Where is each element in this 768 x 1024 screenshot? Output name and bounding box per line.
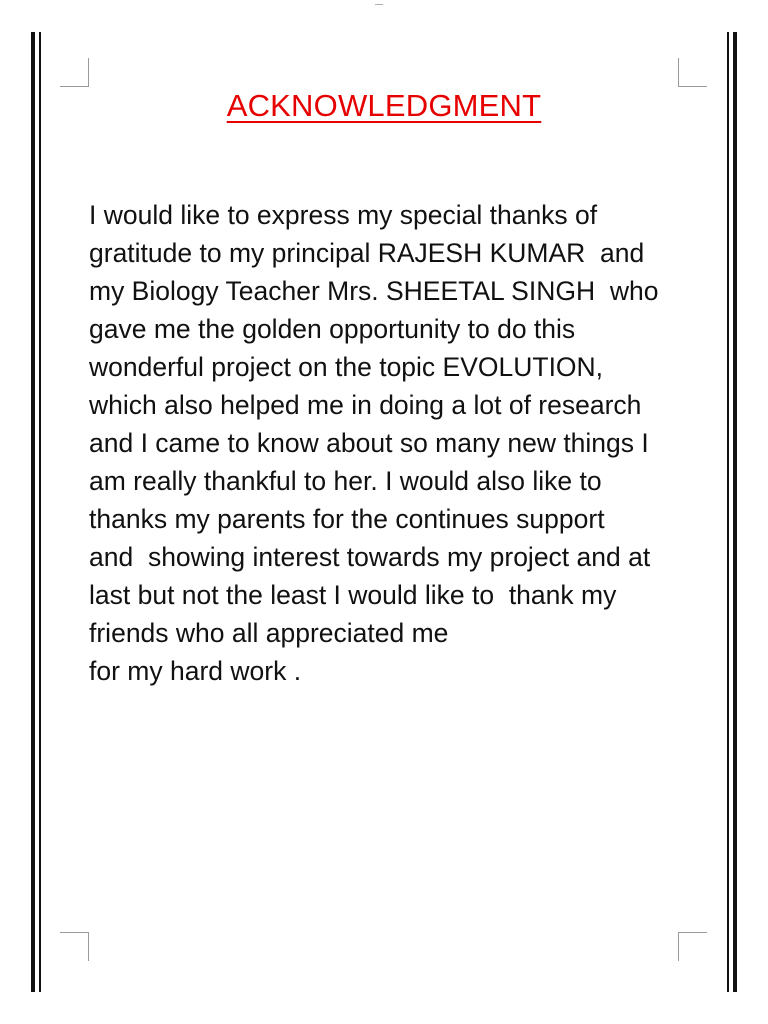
- paragraph-line: for my hard work .: [89, 656, 302, 686]
- header-tick: [375, 4, 383, 5]
- right-border-inner: [727, 32, 729, 992]
- paragraph-line: wonderful project on the topic EVOLUTION,: [89, 352, 604, 382]
- right-border-outer: [733, 32, 737, 992]
- margin-corner-bottom-right: [678, 932, 707, 961]
- left-border-inner: [39, 32, 41, 992]
- paragraph-line: friends who all appreciated me: [89, 618, 449, 648]
- acknowledgment-paragraph: [89, 196, 709, 690]
- paragraph-line: gave me the golden opportunity to do this: [89, 314, 576, 344]
- paragraph-line: I would like to express my special thanks of: [89, 200, 598, 230]
- paragraph-line: am really thankful to her. I would also like to: [89, 466, 602, 496]
- paragraph-line: my Biology Teacher Mrs. SHEETAL SINGH who: [89, 276, 659, 306]
- paragraph-line: which also helped me in doing a lot of research: [89, 390, 642, 420]
- paragraph-line: last but not the least I would like to thank my: [89, 580, 617, 610]
- margin-corner-top-left: [60, 58, 89, 87]
- margin-corner-top-right: [678, 58, 707, 87]
- paragraph-line: thanks my parents for the continues support: [89, 504, 605, 534]
- left-border-outer: [31, 32, 35, 992]
- paragraph-line: and showing interest towards my project and at: [89, 542, 651, 572]
- margin-corner-bottom-left: [60, 932, 89, 961]
- paragraph-line: and I came to know about so many new things I: [89, 428, 649, 458]
- paragraph-line: gratitude to my principal RAJESH KUMAR and: [89, 238, 645, 268]
- page-title: ACKNOWLEDGMENT: [226, 88, 542, 123]
